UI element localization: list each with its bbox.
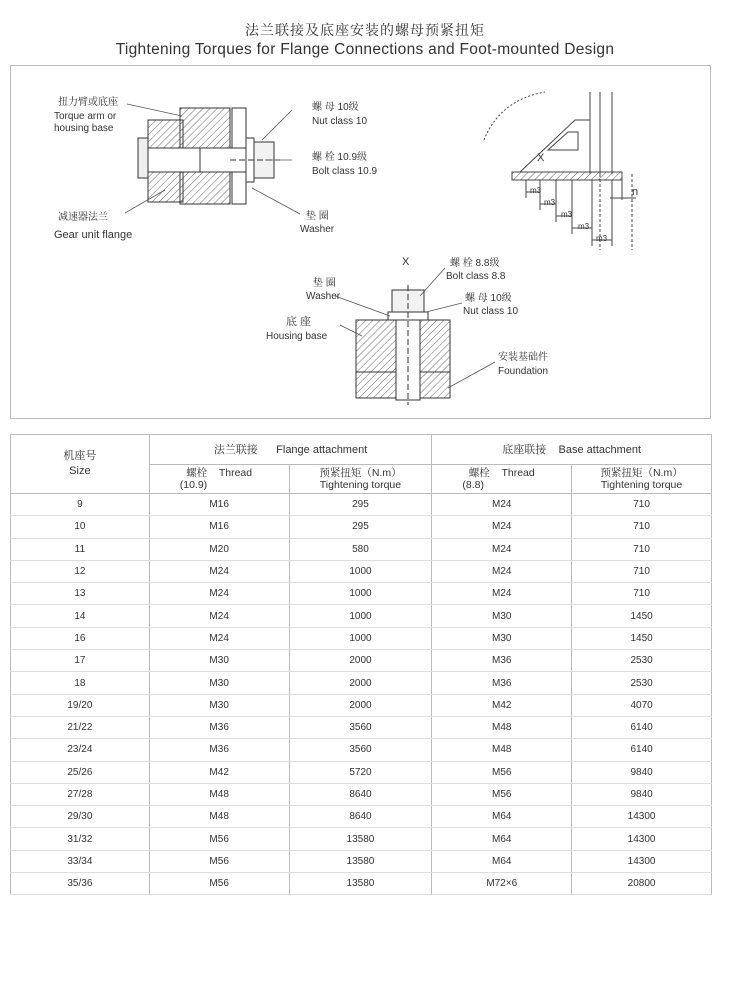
cell-size: 16 <box>11 627 150 649</box>
housing-base-label-en: Housing base <box>266 331 328 342</box>
flange-torque-en: Tightening torque <box>319 478 402 491</box>
cell-size: 29/30 <box>11 806 150 828</box>
cell-base-thread: M30 <box>432 627 572 649</box>
cell-size: 27/28 <box>11 783 150 805</box>
cell-size: 10 <box>11 516 150 538</box>
gear-flange-label-en: Gear unit flange <box>54 229 133 241</box>
cell-base-torque: 2530 <box>572 650 712 672</box>
flange-header-cn: 法兰联接 <box>213 444 258 457</box>
cell-base-thread: M24 <box>432 494 572 516</box>
flange-thread-cn: 螺栓 <box>186 466 208 479</box>
cell-flange-thread: M20 <box>149 538 289 560</box>
flange-connection-drawing <box>138 108 280 204</box>
cell-base-thread: M56 <box>432 783 572 805</box>
cell-base-torque: 1450 <box>572 605 712 627</box>
cell-base-thread: M36 <box>432 672 572 694</box>
table-row <box>11 694 712 716</box>
cell-flange-thread: M24 <box>149 605 289 627</box>
cell-flange-torque: 1000 <box>289 605 432 627</box>
cell-flange-torque: 3560 <box>289 739 432 761</box>
cell-base-thread: M64 <box>432 850 572 872</box>
table-row <box>11 850 712 872</box>
torque-arm-label-en-1: Torque arm or <box>54 111 117 122</box>
table-row <box>11 806 712 828</box>
cell-size: 19/20 <box>11 694 150 716</box>
housing-base-label-cn: 底 座 <box>286 316 312 328</box>
base-torque-en: Tightening torque <box>600 478 683 491</box>
n-dimension-label: n <box>632 186 639 198</box>
table-row <box>11 583 712 605</box>
cell-flange-thread: M16 <box>149 516 289 538</box>
washer-label-cn: 垫 圈 <box>306 211 329 222</box>
cell-flange-torque: 8640 <box>289 783 432 805</box>
bolt-class109-label-cn: 螺 栓 10.9级 <box>312 152 368 163</box>
cell-flange-torque: 1000 <box>289 583 432 605</box>
cell-base-torque: 14300 <box>572 850 712 872</box>
cell-flange-torque: 8640 <box>289 806 432 828</box>
table-row <box>11 627 712 649</box>
cell-base-thread: M48 <box>432 716 572 738</box>
cell-flange-thread: M30 <box>149 694 289 716</box>
flange-thread-header <box>149 464 289 494</box>
washer2-label-en: Washer <box>306 291 341 302</box>
base-attachment-header <box>432 435 712 465</box>
cell-flange-thread: M24 <box>149 627 289 649</box>
cell-size: 11 <box>11 538 150 560</box>
page-title-cn: 法兰联接及底座安装的螺母预紧扭矩 <box>245 23 485 39</box>
cell-base-thread: M36 <box>432 650 572 672</box>
base-thread-cn: 螺栓 <box>468 466 490 479</box>
cell-size: 33/34 <box>11 850 150 872</box>
torque-table <box>10 434 712 895</box>
flange-header-en: Flange attachment <box>276 444 368 457</box>
cell-flange-torque: 13580 <box>289 850 432 872</box>
bolt-class109-label-en: Bolt class 10.9 <box>312 166 378 177</box>
cell-base-thread: M64 <box>432 806 572 828</box>
cell-flange-torque: 2000 <box>289 650 432 672</box>
cell-size: 25/26 <box>11 761 150 783</box>
bolt-class88-label-en: Bolt class 8.8 <box>446 271 506 282</box>
cell-size: 17 <box>11 650 150 672</box>
cell-base-thread: M24 <box>432 516 572 538</box>
cell-base-torque: 710 <box>572 538 712 560</box>
table-row <box>11 650 712 672</box>
cell-flange-thread: M56 <box>149 873 289 895</box>
cell-base-thread: M42 <box>432 694 572 716</box>
cell-base-torque: 710 <box>572 560 712 582</box>
cell-flange-torque: 2000 <box>289 672 432 694</box>
base-header-en: Base attachment <box>558 444 642 457</box>
cell-flange-thread: M42 <box>149 761 289 783</box>
cell-size: 9 <box>11 494 150 516</box>
cell-base-thread: M24 <box>432 538 572 560</box>
table-row <box>11 716 712 738</box>
cell-flange-thread: M30 <box>149 650 289 672</box>
m3-label-2: m3 <box>544 198 556 207</box>
base-torque-cn: 预紧扭矩（N.m） <box>600 466 683 479</box>
cell-base-torque: 710 <box>572 516 712 538</box>
cell-flange-torque: 13580 <box>289 828 432 850</box>
cell-size: 31/32 <box>11 828 150 850</box>
cell-base-torque: 9840 <box>572 783 712 805</box>
cell-base-thread: M72×6 <box>432 873 572 895</box>
flange-attachment-header <box>149 435 432 465</box>
cell-flange-thread: M24 <box>149 560 289 582</box>
table-row <box>11 761 712 783</box>
torque-table-body <box>11 494 712 895</box>
bolt-class88-label-cn: 螺 栓 8.8级 <box>450 258 500 269</box>
foundation-label-en: Foundation <box>498 366 549 377</box>
table-row <box>11 494 712 516</box>
cell-base-torque: 2530 <box>572 672 712 694</box>
nut-class10-label-cn: 螺 母 10级 <box>312 102 359 113</box>
table-row <box>11 873 712 895</box>
flange-torque-cn: 预紧扭矩（N.m） <box>319 466 402 479</box>
cell-base-thread: M64 <box>432 828 572 850</box>
cell-flange-torque: 295 <box>289 494 432 516</box>
size-header-cn: 机座号 <box>63 450 97 462</box>
cell-size: 35/36 <box>11 873 150 895</box>
torque-arm-label-cn: 扭力臂或底座 <box>58 97 118 108</box>
size-header <box>11 435 150 494</box>
cell-base-thread: M48 <box>432 739 572 761</box>
base-thread-header <box>432 464 572 494</box>
cell-flange-torque: 2000 <box>289 694 432 716</box>
table-row <box>11 516 712 538</box>
cell-flange-torque: 5720 <box>289 761 432 783</box>
page-title-en: Tightening Torques for Flange Connections and Foot-mounted Design <box>115 41 615 58</box>
cell-base-thread: M24 <box>432 560 572 582</box>
cell-base-torque: 710 <box>572 583 712 605</box>
cell-base-torque: 20800 <box>572 873 712 895</box>
table-row <box>11 560 712 582</box>
cell-base-torque: 9840 <box>572 761 712 783</box>
cell-flange-torque: 1000 <box>289 627 432 649</box>
flange-bolt-grade: (10.9) <box>179 478 208 491</box>
base-header-cn: 底座联接 <box>502 444 547 457</box>
table-row <box>11 672 712 694</box>
cell-flange-thread: M30 <box>149 672 289 694</box>
cell-flange-thread: M24 <box>149 583 289 605</box>
base-thread-en: Thread <box>501 466 535 479</box>
cell-flange-thread: M48 <box>149 806 289 828</box>
cell-base-torque: 4070 <box>572 694 712 716</box>
table-row <box>11 783 712 805</box>
table-row <box>11 605 712 627</box>
torque-arm-label-en-2: housing base <box>54 123 114 134</box>
base-bolt-grade: (8.8) <box>462 478 484 491</box>
cell-flange-thread: M36 <box>149 739 289 761</box>
cell-flange-torque: 295 <box>289 516 432 538</box>
cell-base-torque: 6140 <box>572 716 712 738</box>
cell-flange-torque: 580 <box>289 538 432 560</box>
washer-label-en: Washer <box>300 224 335 235</box>
cell-flange-thread: M36 <box>149 716 289 738</box>
cell-size: 21/22 <box>11 716 150 738</box>
foundation-label-cn: 安装基础件 <box>498 352 548 363</box>
m3-label-3: m3 <box>561 210 573 219</box>
base-bolt-drawing <box>356 285 450 405</box>
cell-size: 18 <box>11 672 150 694</box>
gear-flange-label-cn: 减速器法兰 <box>58 212 108 223</box>
cell-size: 23/24 <box>11 739 150 761</box>
nut-class10-label-en: Nut class 10 <box>312 116 368 127</box>
cell-base-torque: 6140 <box>572 739 712 761</box>
cell-flange-torque: 1000 <box>289 560 432 582</box>
cell-base-thread: M30 <box>432 605 572 627</box>
detail-x-label: X <box>402 256 410 268</box>
m3-label-5: m3 <box>596 234 608 243</box>
base-torque-header <box>572 464 712 494</box>
nut-class10b-label-cn: 螺 母 10级 <box>465 293 512 304</box>
cell-size: 13 <box>11 583 150 605</box>
cell-base-torque: 14300 <box>572 828 712 850</box>
cell-flange-thread: M56 <box>149 850 289 872</box>
flange-thread-en: Thread <box>218 466 253 479</box>
cell-flange-torque: 3560 <box>289 716 432 738</box>
cell-base-thread: M24 <box>432 583 572 605</box>
m3-label-4: m3 <box>578 222 590 231</box>
table-row <box>11 828 712 850</box>
cell-base-thread: M56 <box>432 761 572 783</box>
table-row <box>11 739 712 761</box>
cell-flange-thread: M48 <box>149 783 289 805</box>
m3-label-1: m3 <box>530 186 542 195</box>
flange-torque-header <box>289 464 432 494</box>
assembly-diagrams <box>0 0 730 430</box>
cell-base-torque: 14300 <box>572 806 712 828</box>
cell-size: 14 <box>11 605 150 627</box>
washer2-label-cn: 垫 圈 <box>313 278 336 289</box>
size-header-en: Size <box>69 465 91 477</box>
cell-flange-torque: 13580 <box>289 873 432 895</box>
foot-mount-drawing <box>484 92 639 250</box>
cell-base-torque: 1450 <box>572 627 712 649</box>
cell-base-torque: 710 <box>572 494 712 516</box>
foot-detail-x-label: X <box>537 152 545 164</box>
cell-size: 12 <box>11 560 150 582</box>
table-row <box>11 538 712 560</box>
cell-flange-thread: M56 <box>149 828 289 850</box>
cell-flange-thread: M16 <box>149 494 289 516</box>
nut-class10b-label-en: Nut class 10 <box>463 306 519 317</box>
